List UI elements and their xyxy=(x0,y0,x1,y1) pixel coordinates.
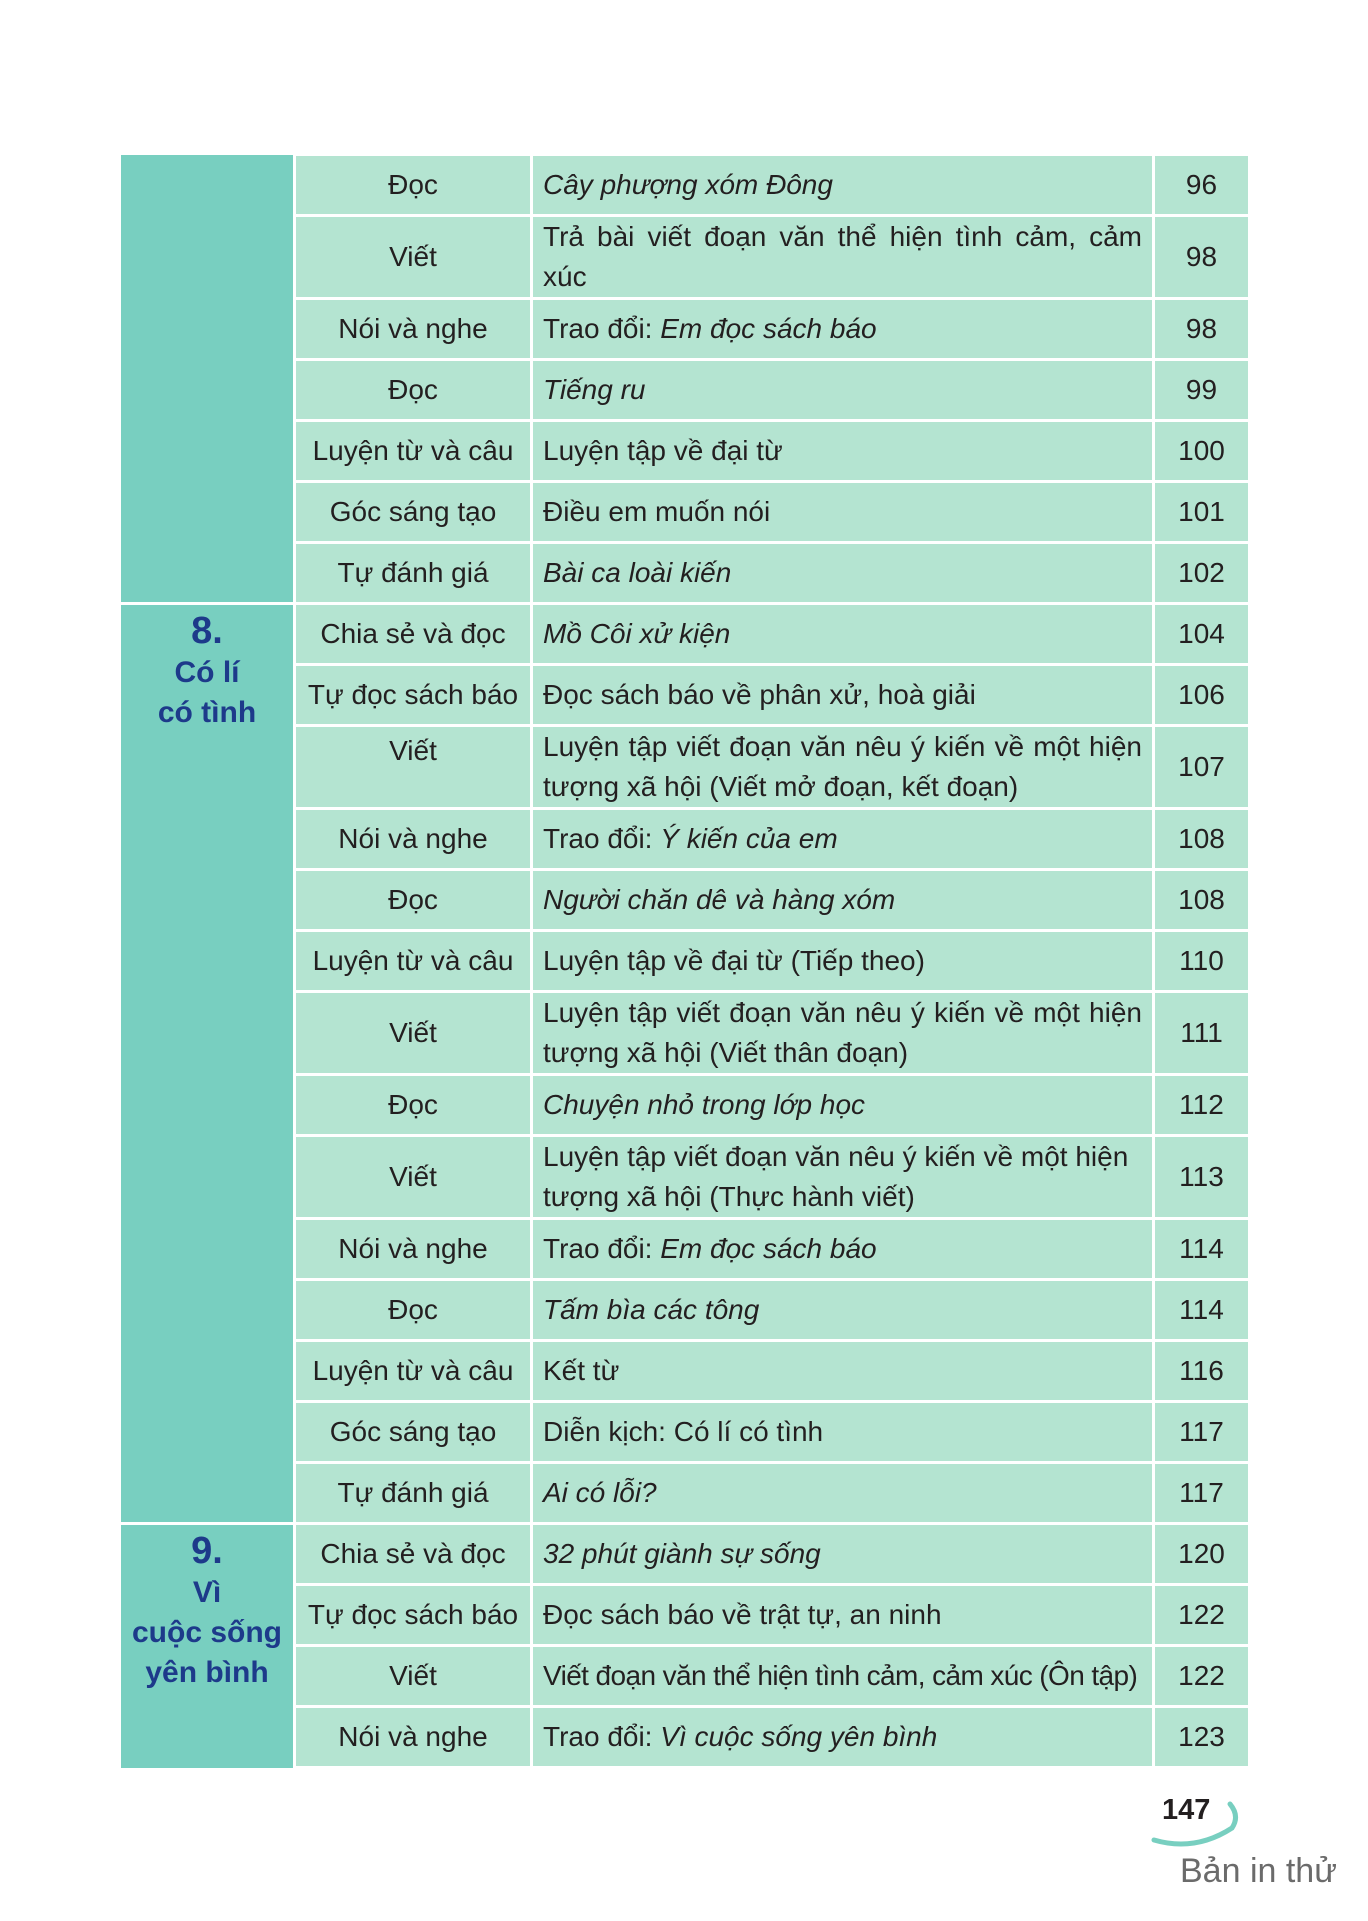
unit-number: 8. xyxy=(191,610,223,652)
lesson-title xyxy=(532,155,1154,216)
page-number: 116 xyxy=(1154,1341,1250,1402)
page-number: 114 xyxy=(1154,1219,1250,1280)
lesson-title-text: Điều em muốn nói xyxy=(543,496,771,527)
lesson-type: Tự đọc sách báo xyxy=(295,1585,532,1646)
lesson-label: Trao đổi: xyxy=(543,1721,661,1752)
lesson-type: Góc sáng tạo xyxy=(295,482,532,543)
lesson-title xyxy=(532,1402,1154,1463)
lesson-type: Nói và nghe xyxy=(295,1219,532,1280)
lesson-title xyxy=(532,665,1154,726)
page-number: 122 xyxy=(1154,1646,1250,1707)
lesson-title-text: Bài ca loài kiến xyxy=(543,557,732,588)
page-number: 122 xyxy=(1154,1585,1250,1646)
page-number: 106 xyxy=(1154,665,1250,726)
lesson-type: Nói và nghe xyxy=(295,299,532,360)
page-number: 113 xyxy=(1154,1136,1250,1219)
lesson-title xyxy=(532,360,1154,421)
table-row xyxy=(120,604,1250,665)
page-number: 111 xyxy=(1154,992,1250,1075)
lesson-title xyxy=(532,1136,1154,1219)
lesson-title xyxy=(532,1341,1154,1402)
unit-7-continued-cell xyxy=(120,155,295,604)
page-number: 123 xyxy=(1154,1707,1250,1768)
lesson-type: Chia sẻ và đọc xyxy=(295,1524,532,1585)
page-number: 98 xyxy=(1154,216,1250,299)
page-number-badge xyxy=(1150,1790,1240,1850)
unit-number: 9. xyxy=(191,1530,223,1572)
lesson-title xyxy=(532,1280,1154,1341)
lesson-title xyxy=(532,421,1154,482)
page-number: 120 xyxy=(1154,1524,1250,1585)
table-row xyxy=(120,1524,1250,1585)
lesson-title-text: Chuyện nhỏ trong lớp học xyxy=(543,1089,866,1120)
lesson-title-text: Em đọc sách báo xyxy=(660,313,877,344)
lesson-label: Trao đổi: xyxy=(543,1233,661,1264)
page-number: 108 xyxy=(1154,870,1250,931)
page-number: 107 xyxy=(1154,726,1250,809)
lesson-title-text: Viết đoạn văn thể hiện tình cảm, cảm xúc (Ôn tập) xyxy=(543,1660,1138,1691)
lesson-title-text: Luyện tập viết đoạn văn nêu ý kiến về một hiện tượng xã hội (Viết mở đoạn, kết đoạn) xyxy=(543,731,1142,802)
unit-9-heading xyxy=(120,1524,295,1768)
lesson-title xyxy=(532,931,1154,992)
table-row xyxy=(120,155,1250,216)
lesson-type: Góc sáng tạo xyxy=(295,1402,532,1463)
lesson-title-text: Cây phượng xóm Đông xyxy=(543,169,833,200)
lesson-title xyxy=(532,543,1154,604)
lesson-type: Đọc xyxy=(295,155,532,216)
page-number: 110 xyxy=(1154,931,1250,992)
lesson-type: Tự đánh giá xyxy=(295,1463,532,1524)
lesson-title xyxy=(532,726,1154,809)
lesson-type: Luyện từ và câu xyxy=(295,931,532,992)
page-number: 96 xyxy=(1154,155,1250,216)
lesson-title-text: Mồ Côi xử kiện xyxy=(543,618,731,649)
lesson-type: Đọc xyxy=(295,1280,532,1341)
lesson-type: Luyện từ và câu xyxy=(295,421,532,482)
page-number: 117 xyxy=(1154,1463,1250,1524)
lesson-type: Luyện từ và câu xyxy=(295,1341,532,1402)
unit-title-line: Vì xyxy=(192,1576,222,1609)
page-number: 101 xyxy=(1154,482,1250,543)
lesson-title-text: Tiếng ru xyxy=(543,374,646,405)
lesson-title-text: Em đọc sách báo xyxy=(660,1233,877,1264)
lesson-title-text: Luyện tập viết đoạn văn nêu ý kiến về một hiện tượng xã hội (Viết thân đoạn) xyxy=(543,997,1142,1068)
lesson-title xyxy=(532,992,1154,1075)
page-number: 99 xyxy=(1154,360,1250,421)
unit-title-line: có tình xyxy=(157,696,257,729)
lesson-title-text: Ai có lỗi? xyxy=(543,1477,657,1508)
table-of-contents xyxy=(118,153,1251,1769)
lesson-title xyxy=(532,1585,1154,1646)
lesson-title xyxy=(532,482,1154,543)
lesson-title-text: 32 phút giành sự sống xyxy=(543,1538,821,1569)
page-number: 117 xyxy=(1154,1402,1250,1463)
lesson-title xyxy=(532,870,1154,931)
lesson-type: Đọc xyxy=(295,1075,532,1136)
lesson-title xyxy=(532,1075,1154,1136)
lesson-title xyxy=(532,216,1154,299)
lesson-type: Viết xyxy=(295,726,532,809)
lesson-label: Trao đổi: xyxy=(543,313,661,344)
lesson-title-text: Kết từ xyxy=(543,1355,620,1386)
lesson-title-text: Vì cuộc sống yên bình xyxy=(660,1721,938,1752)
lesson-type: Tự đánh giá xyxy=(295,543,532,604)
page-number: 98 xyxy=(1154,299,1250,360)
unit-title-line: yên bình xyxy=(145,1656,269,1689)
lesson-type: Viết xyxy=(295,1136,532,1219)
page-number: 114 xyxy=(1154,1280,1250,1341)
lesson-title-text: Đọc sách báo về trật tự, an ninh xyxy=(543,1599,942,1630)
page-number: 100 xyxy=(1154,421,1250,482)
lesson-type: Nói và nghe xyxy=(295,1707,532,1768)
lesson-label: Trao đổi: xyxy=(543,823,661,854)
lesson-title xyxy=(532,1646,1154,1707)
footer-page-number: 147 xyxy=(1162,1794,1211,1826)
lesson-title-text: Diễn kịch: Có lí có tình xyxy=(543,1416,824,1447)
lesson-title xyxy=(532,604,1154,665)
lesson-title-text: Đọc sách báo về phân xử, hoà giải xyxy=(543,679,976,710)
lesson-title-text: Luyện tập viết đoạn văn nêu ý kiến về một hiện tượng xã hội (Thực hành viết) xyxy=(543,1141,1129,1212)
lesson-type: Đọc xyxy=(295,870,532,931)
unit-8-heading xyxy=(120,604,295,1524)
lesson-title xyxy=(532,299,1154,360)
lesson-type: Viết xyxy=(295,1646,532,1707)
lesson-title xyxy=(532,1707,1154,1768)
lesson-type: Viết xyxy=(295,216,532,299)
lesson-type: Viết xyxy=(295,992,532,1075)
unit-title-line: Có lí xyxy=(174,656,240,689)
lesson-title-text: Trả bài viết đoạn văn thể hiện tình cảm, cảm xúc xyxy=(543,221,1142,292)
page-number: 102 xyxy=(1154,543,1250,604)
lesson-title-text: Ý kiến của em xyxy=(660,823,838,854)
lesson-title-text: Luyện tập về đại từ xyxy=(543,435,783,466)
lesson-title xyxy=(532,1524,1154,1585)
lesson-type: Đọc xyxy=(295,360,532,421)
lesson-title-text: Luyện tập về đại từ (Tiếp theo) xyxy=(543,945,925,976)
lesson-type: Chia sẻ và đọc xyxy=(295,604,532,665)
page-number: 104 xyxy=(1154,604,1250,665)
lesson-title-text: Tấm bìa các tông xyxy=(543,1294,760,1325)
page-number: 108 xyxy=(1154,809,1250,870)
lesson-title xyxy=(532,809,1154,870)
page-number: 112 xyxy=(1154,1075,1250,1136)
lesson-title xyxy=(532,1219,1154,1280)
lesson-type: Nói và nghe xyxy=(295,809,532,870)
lesson-title xyxy=(532,1463,1154,1524)
unit-title-line: cuộc sống xyxy=(131,1616,282,1649)
trial-print-label: Bản in thử xyxy=(1180,1852,1337,1890)
lesson-title-text: Người chăn dê và hàng xóm xyxy=(543,884,896,915)
lesson-type: Tự đọc sách báo xyxy=(295,665,532,726)
